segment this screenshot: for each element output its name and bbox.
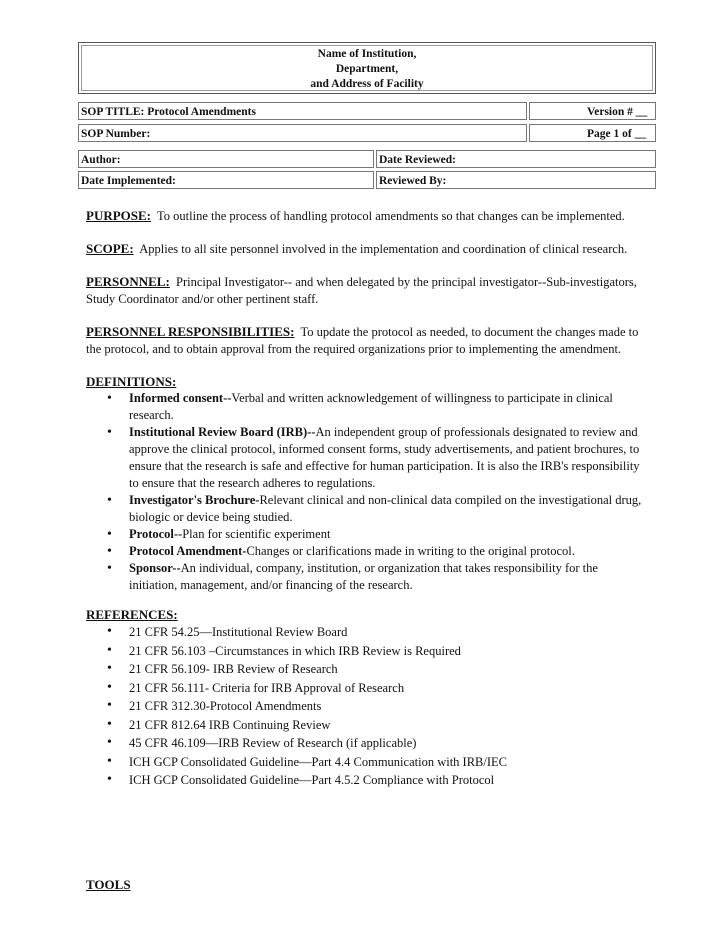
definition-term: Sponsor--: [129, 561, 181, 575]
list-item: • 45 CFR 46.109—IRB Review of Research (if applicable): [129, 734, 646, 753]
purpose-text: To outline the process of handling protocol amendments so that changes can be implemented.: [157, 209, 625, 223]
institution-name: Name of Institution,: [317, 48, 417, 60]
personnel-text: Principal Investigator-- and when delegated by the principal investigator--Sub-investigators, Study Coordinator and/or other pertinent staff.: [86, 275, 637, 306]
scope-text: Applies to all site personnel involved in the implementation and coordination of clinical research.: [139, 242, 628, 256]
list-item: [129, 560, 646, 594]
responsibilities-label: PERSONNEL RESPONSIBILITIES:: [86, 324, 295, 339]
list-item: [129, 526, 646, 543]
list-item: • 21 CFR 312.30-Protocol Amendments: [129, 697, 646, 716]
definition-term: Investigator's Brochure-: [129, 493, 260, 507]
facility-address: and Address of Facility: [310, 78, 424, 90]
page-number: Page 1 of __: [587, 128, 647, 140]
institution-name-block: [79, 47, 655, 92]
definition-text: Relevant clinical and non-clinical data compiled on the investigational drug, biologic or device being studied.: [129, 493, 642, 524]
sop-title-cell: [78, 102, 527, 120]
list-item: [129, 424, 646, 492]
definition-text: Verbal and written acknowledgement of willingness to participate in clinical research.: [129, 391, 613, 422]
date-implemented-label: Date Implemented:: [81, 175, 176, 187]
definition-text: Changes or clarifications made in writing to the original protocol.: [246, 544, 575, 558]
list-item: • 21 CFR 812.64 IRB Continuing Review: [129, 716, 646, 735]
references-label: REFERENCES:: [86, 607, 178, 622]
sop-title: SOP TITLE: Protocol Amendments: [81, 106, 256, 118]
personnel-section: [86, 273, 646, 308]
personnel-label: PERSONNEL:: [86, 274, 170, 289]
date-reviewed-cell: [376, 150, 656, 168]
definition-term: Institutional Review Board (IRB)--: [129, 425, 316, 439]
institution-header: [78, 42, 656, 94]
purpose-label: PURPOSE:: [86, 208, 151, 223]
version-number: Version # __: [587, 106, 648, 118]
sop-number-cell: [78, 124, 527, 142]
scope-label: SCOPE:: [86, 241, 134, 256]
sop-title-row: [78, 102, 656, 120]
definitions-label: DEFINITIONS:: [86, 374, 177, 389]
tools-label: TOOLS: [86, 877, 131, 892]
sop-body: [86, 207, 646, 790]
date-implemented-cell: [78, 171, 374, 189]
sop-number: SOP Number:: [81, 128, 151, 140]
definition-text: An individual, company, institution, or organization that takes responsibility for the initiation, management, and/or financing of the research.: [129, 561, 598, 592]
list-item: • 21 CFR 56.109- IRB Review of Research: [129, 660, 646, 679]
references-list: [86, 623, 646, 790]
scope-section: [86, 240, 646, 258]
reviewed-by-label: Reviewed By:: [379, 175, 447, 187]
author-cell: [78, 150, 374, 168]
department-name: Department,: [335, 63, 399, 75]
definition-term: Protocol--: [129, 527, 183, 541]
responsibilities-section: [86, 323, 646, 358]
page-cell: [529, 124, 656, 142]
definitions-list: [86, 390, 646, 594]
version-cell: [529, 102, 656, 120]
reviewed-by-cell: [376, 171, 656, 189]
author-row: [78, 150, 656, 168]
list-item: • ICH GCP Consolidated Guideline—Part 4.4 Communication with IRB/IEC: [129, 753, 646, 772]
date-reviewed-label: Date Reviewed:: [379, 154, 456, 166]
purpose-section: [86, 207, 646, 225]
list-item: [129, 543, 646, 560]
sop-number-row: [78, 124, 656, 142]
responsibilities-text: To update the protocol as needed, to document the changes made to the protocol, and to obtain approval from the required organizations prior to implementing the amendment.: [86, 325, 639, 356]
date-implemented-row: [78, 171, 656, 189]
list-item: • ICH GCP Consolidated Guideline—Part 4.5.2 Compliance with Protocol: [129, 771, 646, 790]
definition-term: Informed consent--: [129, 391, 232, 405]
list-item: • 21 CFR 54.25—Institutional Review Board: [129, 623, 646, 642]
definition-text: An independent group of professionals designated to review and approve the clinical protocol, informed consent forms, study advertisements, and patient brochures, to ensure that the research is safe and effective for human participation. It is also the IRB's responsibility to ensure that the research adheres to regulations.: [129, 425, 640, 490]
definition-term: Protocol Amendment-: [129, 544, 247, 558]
list-item: [129, 390, 646, 424]
author-label: Author:: [81, 154, 121, 166]
definition-text: Plan for scientific experiment: [182, 527, 331, 541]
list-item: [129, 492, 646, 526]
list-item: • 21 CFR 56.111- Criteria for IRB Approval of Research: [129, 679, 646, 698]
list-item: • 21 CFR 56.103 –Circumstances in which IRB Review is Required: [129, 642, 646, 661]
